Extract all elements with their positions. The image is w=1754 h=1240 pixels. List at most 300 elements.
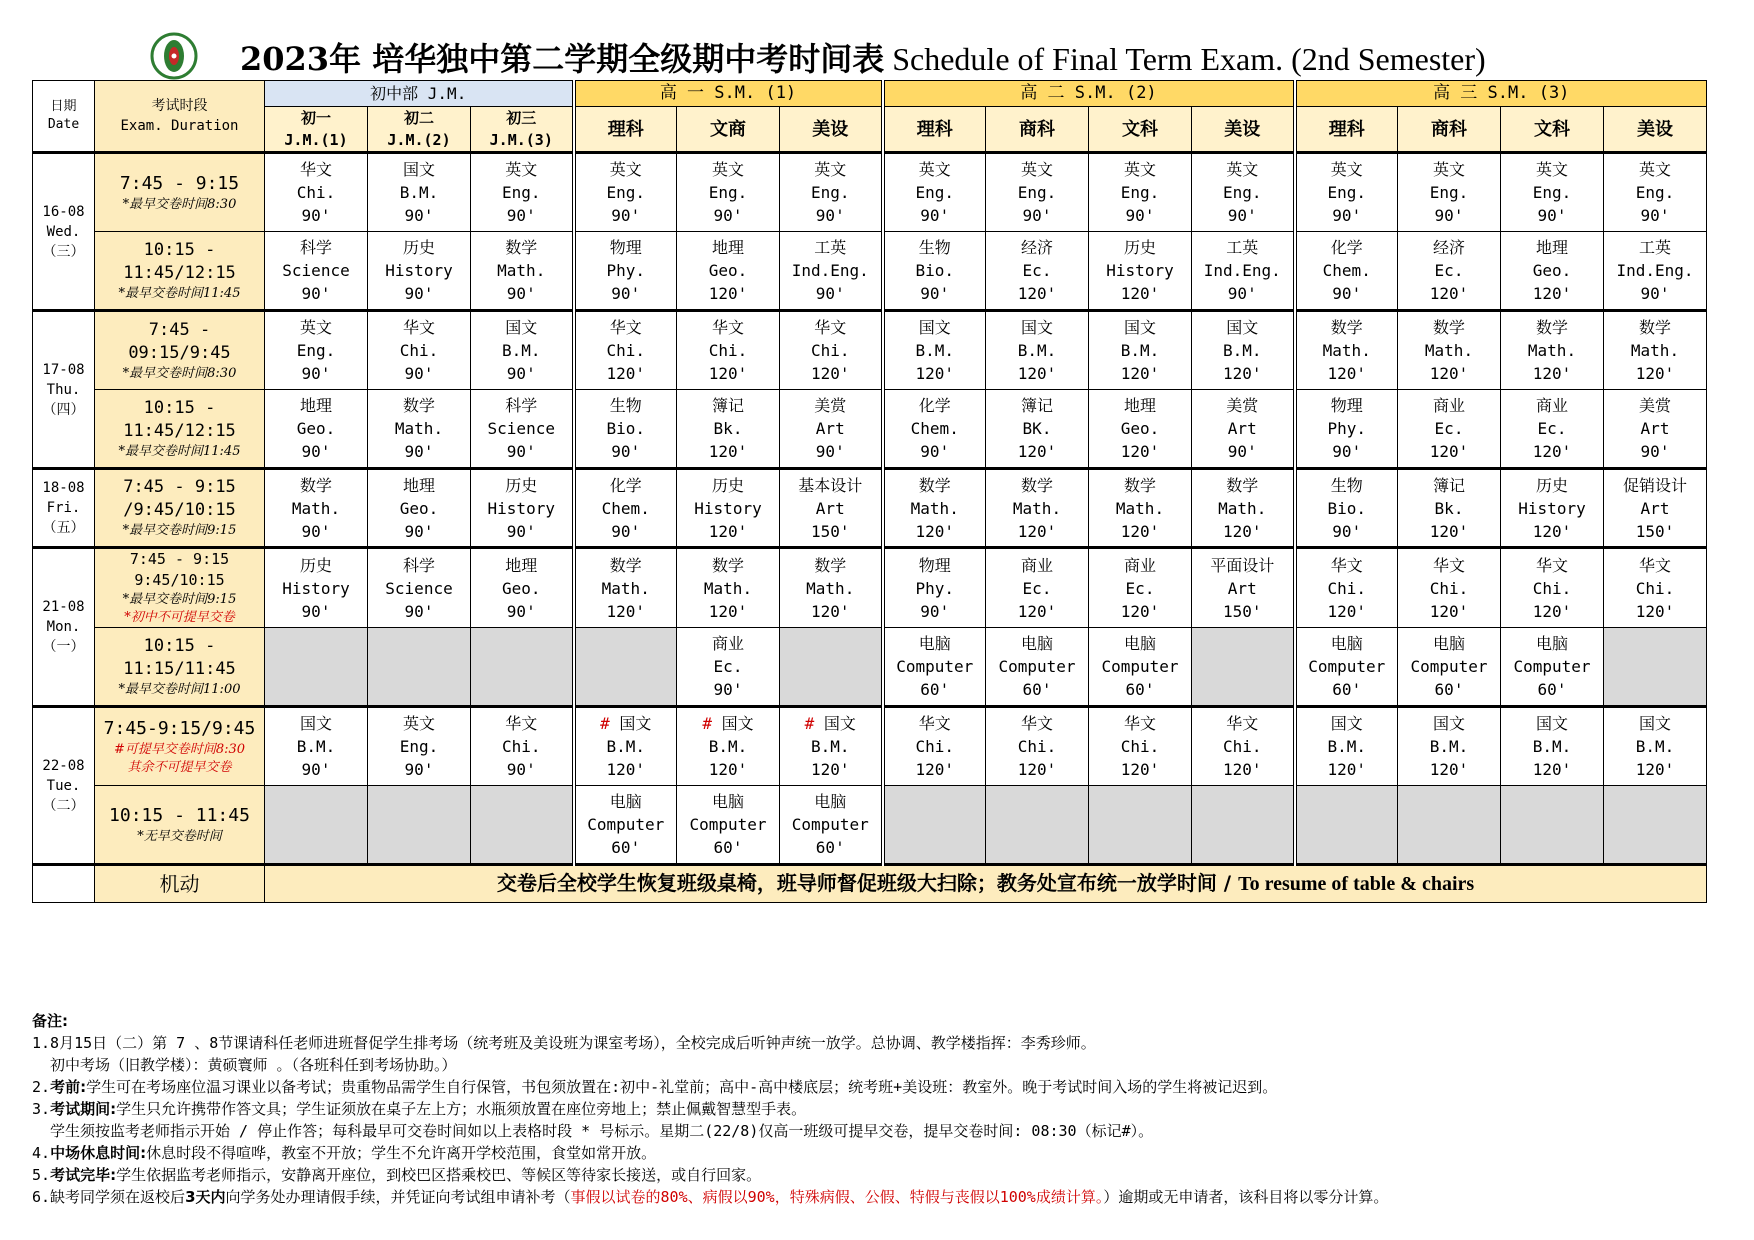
exam-duration: 150' xyxy=(1222,601,1262,621)
exam-cell xyxy=(883,469,986,548)
exam-cell xyxy=(1604,153,1707,232)
exam-subject-en: Art xyxy=(1640,419,1670,438)
exam-duration: 120' xyxy=(1429,364,1469,383)
exam-cell xyxy=(1295,707,1398,786)
exam-duration: 120' xyxy=(708,442,748,461)
exam-subject-en: Math. xyxy=(1630,341,1680,360)
exam-subject-cn: 数学 xyxy=(1020,475,1053,495)
subheader-sm1: 理科 xyxy=(574,107,677,153)
day-weekday-cn: （四） xyxy=(42,401,85,418)
exam-cell xyxy=(1398,232,1501,311)
flex-row-text xyxy=(265,865,1707,903)
exam-duration: 120' xyxy=(1120,760,1160,779)
exam-subject-cn: 华文 xyxy=(1432,555,1465,575)
exam-subject-en: Ec. xyxy=(1022,261,1052,280)
note-text: 6.缺考同学须在返校后 xyxy=(32,1188,186,1206)
exam-subject-en: Chi. xyxy=(1327,578,1367,598)
exam-subject-en: Math. xyxy=(601,578,650,598)
exam-cell xyxy=(677,548,780,628)
exam-cell xyxy=(1501,628,1604,707)
time-slot-time: 9:45/10:15 xyxy=(134,571,225,589)
exam-cell xyxy=(1089,548,1192,628)
exam-cell xyxy=(1398,153,1501,232)
exam-duration: 90' xyxy=(1640,206,1670,225)
exam-subject-en: Math. xyxy=(1012,498,1062,518)
exam-duration: 120' xyxy=(1017,364,1057,383)
exam-cell xyxy=(471,153,574,232)
exam-cell xyxy=(883,390,986,469)
exam-cell xyxy=(1604,311,1707,390)
exam-subject-en: Eng. xyxy=(1222,183,1262,202)
exam-subject-en: B.M. xyxy=(1327,737,1367,756)
exam-subject-en: Bk. xyxy=(713,419,743,438)
exam-duration: 120' xyxy=(1429,521,1469,541)
notes-section xyxy=(32,1010,1732,1208)
exam-cell xyxy=(1501,707,1604,786)
exam-duration: 90' xyxy=(301,206,331,225)
exam-duration: 120' xyxy=(1532,601,1572,621)
time-slot-time: 7:45 - xyxy=(148,319,211,340)
early-submit-mark: # xyxy=(804,714,824,733)
exam-cell xyxy=(1501,153,1604,232)
group-header-sm2: 高 二 S.M. (2) xyxy=(883,81,1295,107)
exam-duration: 60' xyxy=(1434,680,1464,699)
exam-subject-en: B.M. xyxy=(915,341,955,360)
exam-duration: 90' xyxy=(506,601,536,621)
exam-subject-cn: 英文 xyxy=(918,160,951,179)
exam-cell xyxy=(1398,548,1501,628)
subheader-sm2: 理科 xyxy=(883,107,986,153)
exam-subject-en: Geo. xyxy=(1532,261,1572,280)
exam-cell xyxy=(1295,232,1398,311)
exam-cell xyxy=(574,390,677,469)
exam-duration: 90' xyxy=(301,364,331,383)
time-slot xyxy=(95,628,265,707)
exam-subject-en: Chi. xyxy=(399,341,439,360)
exam-subject-cn: 电脑 xyxy=(1330,634,1363,653)
exam-subject-en: Chi. xyxy=(1429,578,1469,598)
time-slot-note: *最早交卷时间11:00 xyxy=(118,681,241,697)
exam-duration: 60' xyxy=(815,838,845,857)
exam-duration: 90' xyxy=(1125,206,1155,225)
exam-subject-cn: 美赏 xyxy=(1638,396,1671,415)
exam-subject-en: Computer xyxy=(896,657,974,676)
exam-cell xyxy=(677,390,780,469)
exam-subject-cn: 地理 xyxy=(711,238,744,257)
exam-duration: 120' xyxy=(1327,601,1367,621)
exam-subject-en: Computer xyxy=(689,815,767,834)
exam-cell xyxy=(883,232,986,311)
flex-row-text-cn: 交卷后全校学生恢复班级桌椅，班导师督促班级大扫除；教务处宣布统一放学时间 / xyxy=(496,871,1239,895)
exam-subject-en: Art xyxy=(1227,578,1257,598)
exam-duration: 90' xyxy=(920,284,950,303)
exam-duration: 90' xyxy=(301,760,331,779)
day-weekday: Thu. xyxy=(46,381,81,398)
exam-cell xyxy=(1604,707,1707,786)
time-slot-time: 11:45/12:15 xyxy=(123,262,236,283)
exam-subject-cn: 英文 xyxy=(299,318,332,337)
exam-duration: 90' xyxy=(1332,442,1362,461)
exam-duration: 60' xyxy=(611,838,641,857)
empty-cell xyxy=(1398,786,1501,865)
exam-subject-en: Chem. xyxy=(910,419,959,438)
exam-subject-en: Chi. xyxy=(810,341,850,360)
exam-cell xyxy=(574,311,677,390)
subheader-jm xyxy=(265,107,368,153)
exam-duration: 90' xyxy=(1022,206,1052,225)
exam-subject-cn: 经济 xyxy=(1432,238,1465,257)
note-text: 事假以试卷的80%、病假以90%，特殊病假、公假、特假与丧假以100%成绩计算。 xyxy=(570,1188,1104,1206)
exam-subject-cn: 华文 xyxy=(1020,714,1053,733)
exam-subject-cn: 英文 xyxy=(1123,160,1156,179)
exam-subject-en: Eng. xyxy=(1017,183,1057,202)
exam-subject-en: Chi. xyxy=(501,737,541,756)
note-line xyxy=(32,1164,1732,1186)
exam-subject-cn: 华文 xyxy=(299,160,332,179)
exam-schedule-table xyxy=(32,80,1707,903)
exam-cell xyxy=(471,548,574,628)
exam-subject-en: Computer xyxy=(791,815,869,834)
note-bold-text: 考试期间: xyxy=(50,1100,117,1118)
exam-subject-cn: 商业 xyxy=(1432,396,1465,415)
exam-subject-cn: 地理 xyxy=(299,396,332,415)
exam-duration: 120' xyxy=(1120,284,1160,303)
note-text: 4. xyxy=(32,1144,51,1162)
exam-subject-en: Eng. xyxy=(399,737,439,756)
exam-subject-cn: 簿记 xyxy=(711,396,744,415)
exam-subject-cn: # 国文 xyxy=(600,714,652,733)
subheader-sm3: 美设 xyxy=(1604,107,1707,153)
exam-subject-cn: 华文 xyxy=(1123,714,1156,733)
exam-subject-cn: 数学 xyxy=(1535,318,1568,337)
exam-cell xyxy=(780,311,883,390)
exam-cell xyxy=(1501,469,1604,548)
exam-subject-en: Computer xyxy=(1410,657,1488,676)
exam-subject-cn: 生物 xyxy=(1330,475,1363,495)
exam-subject-en: Ind.Eng. xyxy=(791,261,869,280)
exam-subject-cn: 美赏 xyxy=(1226,396,1259,415)
flex-empty-cell xyxy=(33,865,95,903)
time-slot-time: 7:45-9:15/9:45 xyxy=(103,717,256,739)
note-text: 5. xyxy=(32,1166,51,1184)
exam-duration: 90' xyxy=(404,601,434,621)
exam-subject-cn: 电脑 xyxy=(711,792,744,811)
empty-cell xyxy=(1604,786,1707,865)
exam-subject-en: Math. xyxy=(910,498,959,518)
note-text: 学生只允许携带作答文具；学生证须放在桌子左上方；水瓶须放置在座位旁地上；禁止佩戴智慧型手表。 xyxy=(116,1100,807,1118)
day-weekday-cn: （三） xyxy=(42,243,85,260)
exam-subject-cn: # 国文 xyxy=(702,714,754,733)
exam-duration: 120' xyxy=(1327,760,1367,779)
note-text: 初中考场（旧教学楼）：黄硕寰师 。（各班科任到考场协助。） xyxy=(50,1056,457,1074)
exam-duration: 120' xyxy=(1017,760,1057,779)
exam-subject-en: Chi. xyxy=(1532,578,1572,598)
exam-cell xyxy=(1295,469,1398,548)
exam-duration: 120' xyxy=(606,601,646,621)
time-slot-time: 7:45 - 9:15 xyxy=(129,550,230,568)
exam-subject-en: BK. xyxy=(1022,419,1052,438)
early-submit-mark: # xyxy=(702,714,722,733)
note-line xyxy=(32,1054,1732,1076)
exam-subject-en: Bk. xyxy=(1434,498,1464,518)
header-date-en: Date xyxy=(47,117,80,132)
exam-cell xyxy=(883,153,986,232)
exam-duration: 60' xyxy=(713,838,743,857)
exam-subject-en: Math. xyxy=(394,419,444,438)
exam-subject-en: Chem. xyxy=(1322,261,1371,280)
time-slot xyxy=(95,311,265,390)
empty-cell xyxy=(883,786,986,865)
exam-subject-cn: 商业 xyxy=(1123,555,1156,575)
exam-duration: 120' xyxy=(708,364,748,383)
exam-subject-en: B.M. xyxy=(1635,737,1675,756)
exam-subject-cn: 英文 xyxy=(402,714,435,733)
exam-subject-en: B.M. xyxy=(1222,341,1262,360)
exam-duration: 90' xyxy=(611,521,641,541)
exam-subject-en: B.M. xyxy=(501,341,541,360)
exam-subject-cn: 国文 xyxy=(1020,318,1053,337)
subheader-jm-en: J.M.(1) xyxy=(284,131,348,149)
exam-subject-en: Ec. xyxy=(1022,578,1052,598)
exam-cell xyxy=(780,232,883,311)
exam-cell xyxy=(471,707,574,786)
exam-subject-en: Ind.Eng. xyxy=(1203,261,1281,280)
exam-cell xyxy=(1192,311,1295,390)
exam-duration: 120' xyxy=(708,284,748,303)
exam-subject-en: Math. xyxy=(806,578,855,598)
exam-cell xyxy=(265,548,368,628)
exam-cell xyxy=(780,786,883,865)
exam-duration: 120' xyxy=(1532,521,1572,541)
exam-duration: 120' xyxy=(1120,442,1160,461)
subheader-jm-cn: 初一 xyxy=(300,109,331,127)
exam-subject-cn: 电脑 xyxy=(1432,634,1465,653)
exam-subject-en: Geo. xyxy=(1120,419,1160,438)
empty-cell xyxy=(780,628,883,707)
exam-cell xyxy=(574,232,677,311)
exam-duration: 120' xyxy=(1532,284,1572,303)
exam-cell xyxy=(986,153,1089,232)
exam-subject-cn: 地理 xyxy=(1123,396,1156,415)
exam-subject-cn: 物理 xyxy=(609,238,642,257)
exam-duration: 90' xyxy=(506,284,536,303)
note-text: 学生可在考场座位温习课业以备考试；贵重物品需学生自行保管，书包须放置在:初中-礼堂前；高中-高中楼底层；统考班+美设班：教室外。晚于考试时间入场的学生将被记迟到。 xyxy=(86,1078,1278,1096)
exam-subject-cn: 经济 xyxy=(1020,238,1053,257)
exam-subject-en: B.M. xyxy=(1120,341,1160,360)
exam-duration: 90' xyxy=(611,206,641,225)
exam-subject-en: Ind.Eng. xyxy=(1616,261,1694,280)
empty-cell xyxy=(1501,786,1604,865)
exam-cell xyxy=(986,628,1089,707)
note-text: 2. xyxy=(32,1078,51,1096)
exam-duration: 120' xyxy=(1429,284,1469,303)
exam-subject-cn: 数学 xyxy=(1226,475,1259,495)
exam-cell xyxy=(677,153,780,232)
exam-cell xyxy=(1604,390,1707,469)
exam-cell xyxy=(1604,469,1707,548)
time-slot-note: *最早交卷时间11:45 xyxy=(118,285,241,301)
exam-subject-en: Math. xyxy=(1218,498,1267,518)
exam-subject-cn: 国文 xyxy=(1638,714,1671,733)
time-slot-time: 10:15 - xyxy=(143,397,216,418)
exam-duration: 120' xyxy=(1635,364,1675,383)
exam-cell xyxy=(368,311,471,390)
exam-subject-en: Ec. xyxy=(713,657,743,676)
note-line xyxy=(32,1032,1732,1054)
exam-cell xyxy=(1089,628,1192,707)
day-weekday-cn: （一） xyxy=(42,639,85,655)
time-slot-time: 11:15/11:45 xyxy=(123,658,236,679)
exam-subject-en: Chi. xyxy=(1635,578,1675,598)
exam-duration: 90' xyxy=(404,284,434,303)
exam-subject-en: B.M. xyxy=(606,737,646,756)
subheader-sm2: 美设 xyxy=(1192,107,1295,153)
exam-subject-en: Art xyxy=(1227,419,1257,438)
exam-subject-cn: 历史 xyxy=(299,555,332,575)
exam-subject-en: Computer xyxy=(1513,657,1591,676)
notes-heading xyxy=(32,1010,1732,1032)
school-logo-icon xyxy=(150,32,198,80)
exam-cell xyxy=(883,628,986,707)
exam-subject-cn: 物理 xyxy=(1330,396,1363,415)
empty-cell xyxy=(574,628,677,707)
exam-cell xyxy=(883,707,986,786)
exam-cell xyxy=(471,469,574,548)
exam-cell xyxy=(1398,469,1501,548)
exam-subject-cn: 英文 xyxy=(1226,160,1259,179)
exam-duration: 60' xyxy=(1022,680,1052,699)
exam-duration: 120' xyxy=(810,760,850,779)
exam-subject-en: Chi. xyxy=(296,183,336,202)
exam-duration: 120' xyxy=(810,364,850,383)
exam-cell xyxy=(368,469,471,548)
exam-subject-en: Chi. xyxy=(1222,737,1262,756)
exam-duration: 90' xyxy=(301,442,331,461)
exam-subject-cn: 基本设计 xyxy=(798,475,863,495)
exam-subject-cn: 数学 xyxy=(505,238,538,257)
exam-subject-cn: 国文 xyxy=(299,714,332,733)
exam-cell xyxy=(986,548,1089,628)
time-slot-time: 09:15/9:45 xyxy=(128,342,231,363)
exam-subject-en: Math. xyxy=(1424,341,1474,360)
note-bold-text: 考前: xyxy=(50,1078,87,1096)
exam-duration: 120' xyxy=(1120,601,1160,621)
day-date: 16-08 xyxy=(42,203,85,220)
exam-subject-en: Chi. xyxy=(708,341,748,360)
exam-cell xyxy=(1398,390,1501,469)
time-slot-red-note: #可提早交卷时间8:30 xyxy=(113,741,246,757)
header-date xyxy=(33,81,95,153)
exam-duration: 120' xyxy=(1017,601,1057,621)
group-header-sm3: 高 三 S.M. (3) xyxy=(1295,81,1707,107)
exam-subject-en: Science xyxy=(385,578,453,598)
exam-subject-cn: 地理 xyxy=(402,475,435,495)
subheader-jm-en: J.M.(3) xyxy=(489,131,553,149)
exam-subject-cn: 物理 xyxy=(918,555,951,575)
exam-subject-en: Bio. xyxy=(1327,498,1367,518)
exam-subject-cn: 华文 xyxy=(711,318,744,337)
note-line xyxy=(32,1076,1732,1098)
note-line xyxy=(32,1186,1732,1208)
exam-duration: 90' xyxy=(713,680,743,699)
exam-cell xyxy=(1295,311,1398,390)
exam-cell xyxy=(1604,548,1707,628)
exam-subject-cn: 簿记 xyxy=(1432,475,1465,495)
exam-subject-en: Phy. xyxy=(915,578,955,598)
exam-subject-cn: 工英 xyxy=(1226,238,1259,257)
exam-subject-en: Chi. xyxy=(606,341,646,360)
exam-duration: 90' xyxy=(1640,284,1670,303)
exam-cell xyxy=(471,232,574,311)
exam-subject-cn: 数学 xyxy=(1330,318,1363,337)
subheader-jm-cn: 初三 xyxy=(506,109,537,127)
day-weekday: Fri. xyxy=(46,500,81,516)
exam-duration: 120' xyxy=(810,601,850,621)
exam-subject-en: B.M. xyxy=(399,183,439,202)
exam-subject-cn: 英文 xyxy=(1638,160,1671,179)
header-duration-cn: 考试时段 xyxy=(151,98,208,114)
exam-subject-en: History xyxy=(694,498,762,518)
exam-subject-cn: 英文 xyxy=(711,160,744,179)
exam-subject-cn: 英文 xyxy=(505,160,538,179)
title-cn: 2023年 培华独中第二学期全级期中考时间表 xyxy=(240,40,885,78)
exam-duration: 120' xyxy=(1222,521,1262,541)
flex-row-label: 机动 xyxy=(95,865,265,903)
exam-duration: 120' xyxy=(1532,364,1572,383)
time-slot-time: 10:15 - xyxy=(143,635,216,656)
note-text: 1.8月15日（二）第 7 、8节课请科任老师进班督促学生排考场（统考班及美设班为课室考场），全校完成后听钟声统一放学。总协调、教学楼指挥：李秀珍师。 xyxy=(32,1034,1096,1052)
exam-cell xyxy=(986,469,1089,548)
exam-subject-en: Ec. xyxy=(1125,578,1155,598)
exam-subject-cn: 华文 xyxy=(1226,714,1259,733)
exam-cell xyxy=(471,311,574,390)
exam-duration: 90' xyxy=(920,601,950,621)
exam-cell xyxy=(677,232,780,311)
exam-subject-en: Math. xyxy=(1527,341,1577,360)
time-slot-note: *最早交卷时间9:15 xyxy=(122,523,237,538)
exam-cell xyxy=(1192,390,1295,469)
exam-cell xyxy=(368,153,471,232)
exam-cell xyxy=(1089,469,1192,548)
exam-cell xyxy=(1398,311,1501,390)
exam-subject-cn: 商业 xyxy=(711,634,744,653)
exam-duration: 120' xyxy=(1222,760,1262,779)
exam-cell xyxy=(1501,548,1604,628)
exam-subject-cn: 英文 xyxy=(1535,160,1568,179)
exam-duration: 120' xyxy=(1120,521,1160,541)
exam-subject-cn: 国文 xyxy=(402,160,435,179)
exam-subject-en: Computer xyxy=(1101,657,1179,676)
exam-duration: 90' xyxy=(301,284,331,303)
exam-subject-en: History xyxy=(487,498,555,518)
exam-cell xyxy=(1089,390,1192,469)
exam-duration: 120' xyxy=(708,760,748,779)
exam-duration: 120' xyxy=(1532,760,1572,779)
exam-subject-cn: 生物 xyxy=(609,396,642,415)
exam-duration: 90' xyxy=(404,760,434,779)
exam-subject-en: Chi. xyxy=(1120,737,1160,756)
exam-cell xyxy=(677,311,780,390)
subheader-sm3: 文科 xyxy=(1501,107,1604,153)
exam-subject-en: History xyxy=(282,578,350,598)
exam-subject-en: Bio. xyxy=(915,261,955,280)
exam-subject-cn: 华文 xyxy=(1535,555,1568,575)
exam-subject-en: Math. xyxy=(703,578,753,598)
subheader-jm xyxy=(471,107,574,153)
exam-cell xyxy=(265,232,368,311)
exam-subject-en: Chi. xyxy=(1017,737,1057,756)
exam-cell xyxy=(1192,469,1295,548)
